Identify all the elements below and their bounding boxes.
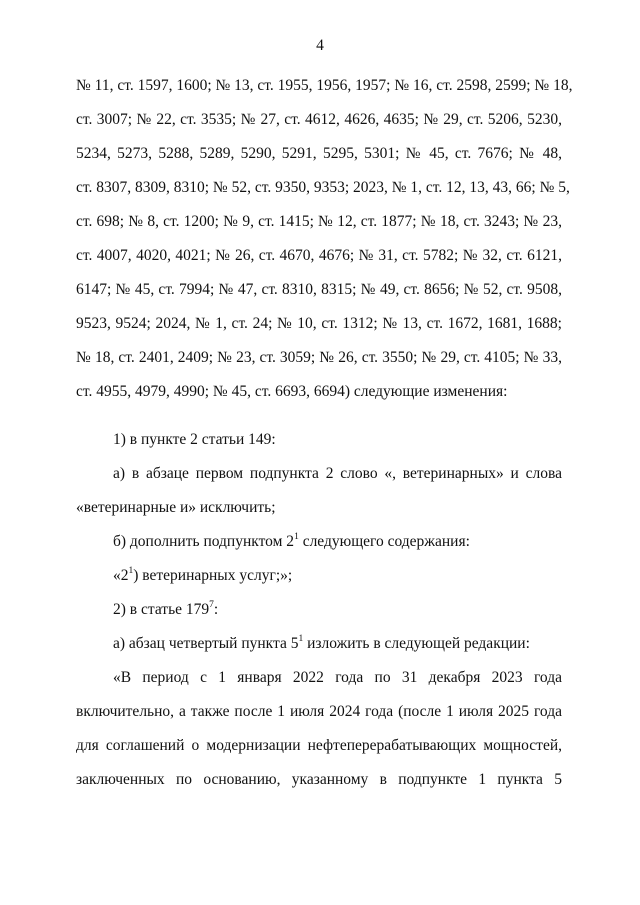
item-1b-text: б) дополнить подпунктом 2 bbox=[113, 533, 295, 550]
item-1a-line2: «ветеринарные и» исключить; bbox=[76, 499, 276, 516]
item-1b-text-end: следующего содержания: bbox=[298, 533, 470, 550]
quote-text-end: ) ветеринарных услуг;»; bbox=[133, 567, 293, 584]
list-item: ст. 4007, 4020, 4021; № 26, ст. 4670, 4676; № 31, ст. 5782; № 32, ст. 6121, bbox=[76, 247, 562, 264]
item-2a-text-end: изложить в следующей редакции: bbox=[303, 635, 530, 652]
list-item: ст. 8307, 8309, 8310; № 52, ст. 9350, 9353; 2023, № 1, ст. 12, 13, 43, 66; № 5, bbox=[76, 179, 570, 196]
list-item: ст. 4955, 4979, 4990; № 45, ст. 6693, 6694) следующие изменения: bbox=[76, 383, 508, 400]
list-item: ст. 698; № 8, ст. 1200; № 9, ст. 1415; № 12, ст. 1877; № 18, ст. 3243; № 23, bbox=[76, 213, 562, 230]
quote-line bbox=[113, 566, 562, 586]
final-line: «В период с 1 января 2022 года по 31 декабря 2023 года bbox=[113, 669, 562, 686]
item-1: 1) в пункте 2 статьи 149: bbox=[113, 431, 276, 448]
list-item: 6147; № 45, ст. 7994; № 47, ст. 8310, 8315; № 49, ст. 8656; № 52, ст. 9508, bbox=[76, 281, 562, 298]
list-item: 5234, 5273, 5288, 5289, 5290, 5291, 5295, 5301; № 45, ст. 7676; № 48, bbox=[76, 145, 562, 162]
item-2a bbox=[113, 634, 562, 654]
item-1a-line1: а) в абзаце первом подпункта 2 слово «, ветеринарных» и слова bbox=[113, 465, 562, 482]
item-2-text: 2) в статье 179 bbox=[113, 601, 210, 618]
superscript: 1 bbox=[298, 633, 304, 644]
list-item: ст. 3007; № 22, ст. 3535; № 27, ст. 4612, 4626, 4635; № 29, ст. 5206, 5230, bbox=[76, 111, 562, 128]
quote-text: «2 bbox=[113, 567, 129, 584]
item-2 bbox=[113, 600, 562, 620]
final-line: включительно, а также после 1 июля 2024 года (после 1 июля 2025 года bbox=[76, 703, 562, 720]
superscript: 7 bbox=[209, 599, 214, 610]
item-2-text-end: : bbox=[213, 601, 219, 618]
superscript: 1 bbox=[294, 531, 299, 542]
final-line: для соглашений о модернизации нефтеперерабатывающих мощностей, bbox=[76, 737, 562, 754]
list-item: 9523, 9524; 2024, № 1, ст. 24; № 10, ст. 1312; № 13, ст. 1672, 1681, 1688; bbox=[76, 315, 562, 332]
page-number: 4 bbox=[316, 37, 324, 54]
item-1b bbox=[113, 532, 562, 552]
superscript: 1 bbox=[128, 565, 134, 576]
final-line: заключенных по основанию, указанному в подпункте 1 пункта 5 bbox=[76, 771, 562, 788]
item-2a-text: а) абзац четвертый пункта 5 bbox=[113, 635, 299, 652]
list-item: № 11, ст. 1597, 1600; № 13, ст. 1955, 1956, 1957; № 16, ст. 2598, 2599; № 18, bbox=[76, 77, 573, 94]
list-item: № 18, ст. 2401, 2409; № 23, ст. 3059; № 26, ст. 3550; № 29, ст. 4105; № 33, bbox=[76, 349, 562, 366]
